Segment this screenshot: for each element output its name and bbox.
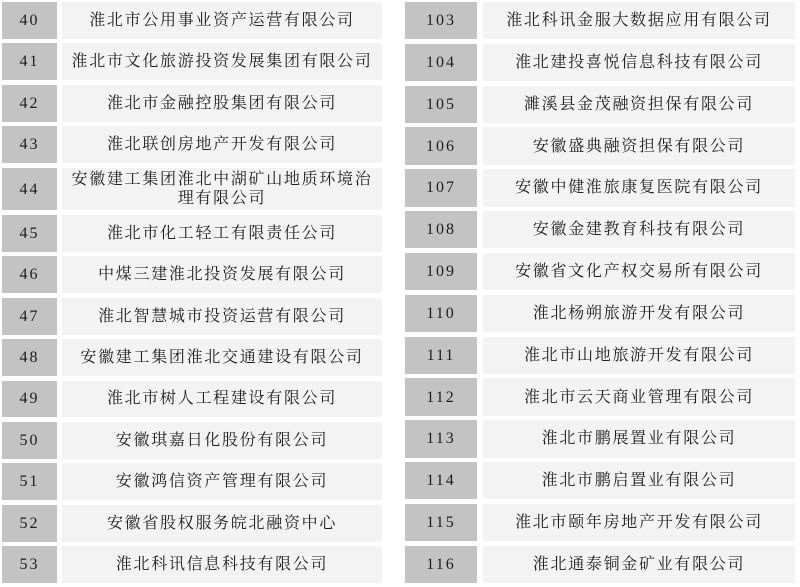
row-number-cell: 49 <box>2 381 57 418</box>
company-name-cell: 安徽建工集团淮北中湖矿山地质环境治理有限公司 <box>62 168 382 211</box>
row-number-cell: 43 <box>2 126 57 163</box>
company-name-cell: 安徽琪嘉日化股份有限公司 <box>62 422 382 459</box>
row-number-cell: 41 <box>2 43 57 80</box>
company-name-cell: 濉溪县金茂融资担保有限公司 <box>483 86 795 123</box>
company-name-cell: 淮北智慧城市投资运营有限公司 <box>62 298 382 335</box>
row-number-cell: 115 <box>405 504 477 541</box>
company-name-cell: 淮北科讯信息科技有限公司 <box>62 546 382 583</box>
row-number-cell: 111 <box>405 337 477 374</box>
row-number-cell: 110 <box>405 295 477 332</box>
company-name-cell: 安徽盛典融资担保有限公司 <box>483 127 795 164</box>
row-number-cell: 44 <box>2 168 57 211</box>
company-name-cell: 安徽省文化产权交易所有限公司 <box>483 253 795 290</box>
company-name-cell: 淮北杨朔旅游开发有限公司 <box>483 295 795 332</box>
company-name-cell: 淮北市鹏启置业有限公司 <box>483 462 795 499</box>
company-name-cell: 安徽建工集团淮北交通建设有限公司 <box>62 339 382 376</box>
company-table-left <box>2 2 382 583</box>
row-number-cell: 46 <box>2 256 57 293</box>
row-number-cell: 45 <box>2 215 57 252</box>
row-number-cell: 108 <box>405 211 477 248</box>
row-number-cell: 48 <box>2 339 57 376</box>
company-name-cell: 淮北市金融控股集团有限公司 <box>62 85 382 122</box>
row-number-cell: 42 <box>2 85 57 122</box>
company-name-cell: 安徽鸿信资产管理有限公司 <box>62 463 382 500</box>
company-name-cell: 淮北市树人工程建设有限公司 <box>62 381 382 418</box>
company-name-cell: 淮北市文化旅游投资发展集团有限公司 <box>62 43 382 80</box>
row-number-cell: 107 <box>405 169 477 206</box>
row-number-cell: 53 <box>2 546 57 583</box>
company-name-cell: 安徽中健淮旅康复医院有限公司 <box>483 169 795 206</box>
company-table-right <box>405 2 795 583</box>
company-name-cell: 淮北市化工轻工有限责任公司 <box>62 215 382 252</box>
row-number-cell: 106 <box>405 127 477 164</box>
company-name-cell: 中煤三建淮北投资发展有限公司 <box>62 256 382 293</box>
company-name-cell: 淮北市云天商业管理有限公司 <box>483 378 795 415</box>
company-name-cell: 淮北联创房地产开发有限公司 <box>62 126 382 163</box>
row-number-cell: 103 <box>405 2 477 39</box>
row-number-cell: 105 <box>405 86 477 123</box>
row-number-cell: 114 <box>405 462 477 499</box>
company-name-cell: 安徽省股权服务皖北融资中心 <box>62 505 382 542</box>
company-name-cell: 淮北科讯金服大数据应用有限公司 <box>483 2 795 39</box>
row-number-cell: 50 <box>2 422 57 459</box>
row-number-cell: 113 <box>405 420 477 457</box>
row-number-cell: 47 <box>2 298 57 335</box>
company-name-cell: 淮北市公用事业资产运营有限公司 <box>62 2 382 39</box>
row-number-cell: 104 <box>405 44 477 81</box>
row-number-cell: 109 <box>405 253 477 290</box>
row-number-cell: 112 <box>405 378 477 415</box>
row-number-cell: 40 <box>2 2 57 39</box>
company-name-cell: 淮北建投喜悦信息科技有限公司 <box>483 44 795 81</box>
company-name-cell: 淮北市鹏展置业有限公司 <box>483 420 795 457</box>
company-name-cell: 淮北市山地旅游开发有限公司 <box>483 337 795 374</box>
row-number-cell: 51 <box>2 463 57 500</box>
row-number-cell: 52 <box>2 505 57 542</box>
company-name-cell: 淮北通泰铜金矿业有限公司 <box>483 546 795 583</box>
row-number-cell: 116 <box>405 546 477 583</box>
company-name-cell: 安徽金建教育科技有限公司 <box>483 211 795 248</box>
company-name-cell: 淮北市颐年房地产开发有限公司 <box>483 504 795 541</box>
